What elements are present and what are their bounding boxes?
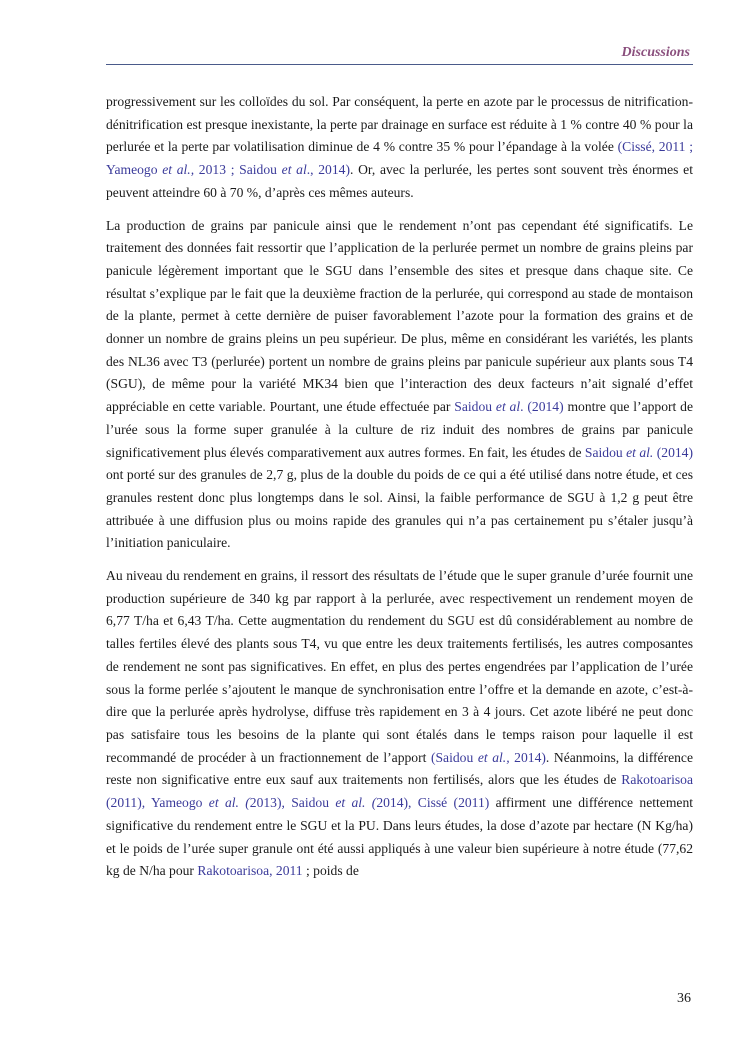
text-run: Au niveau du rendement en grains, il ressort des résultats de l’étude que le super granule d’urée fournit une production supérieure de 340 kg par rapport à la perlurée, avec respectivement un rendement moyen de 6,77 T/ha et 6,43 T/ha. Cette augmentation du rendement du SGU est dû considérablement au nombre de talles fertiles élevé des plants sous T4, vu que entre les deux traitements fertilisés, les autres composantes de rendement ne sont pas significatives. En effet, en plus des pertes engendrées par l’application de l’urée sous la forme perlée s’ajoutent le manque de synchronisation entre l’offre et la demande en azote, c’est-à-dire que la perlurée après hydrolyse, diffuse très rapidement en 3 à 4 jours. Cet azote libéré ne peut donc pas satisfaire tous les besoins de la plante qui sont étalés dans le temps raison pour laquelle il est recommandé de procéder à un fractionnement de l’apport: [106, 568, 693, 765]
citation: (Saidou: [430, 749, 478, 765]
page-number: 36: [677, 991, 691, 1006]
text-run: . Or, avec la perlurée, les pertes sont souvent très énormes et peuvent atteindre 60 à 70 %, d’après ces mêmes auteurs.: [106, 162, 693, 200]
citation: et al.,: [477, 749, 510, 765]
citation: Saidou: [454, 399, 496, 415]
paragraph: [106, 565, 693, 883]
paragraph: [106, 91, 693, 205]
citation: et al.: [626, 444, 654, 460]
text-run: ; poids de: [302, 863, 359, 879]
citation: Rakotoarisoa (2011), Yameogo: [106, 772, 693, 811]
text-run: affirment une différence nettement significative du rendement entre le SGU et la PU. Dans leurs études, la dose d’azote par hectare (N Kg/ha) et le poids de l’urée super granule ont été aussi appliqués à une valeur bien supérieure à notre étude (77,62 kg de N/ha pour: [106, 795, 694, 879]
citation: et al.,: [162, 162, 195, 178]
body-text: [106, 91, 693, 893]
text-run: . Néanmoins, la différence reste non significative entre eux sauf aux traitements non fertilisés, alors que les études de: [106, 749, 693, 788]
citation: 2013), Saidou: [249, 795, 336, 811]
text-run: montre que l’apport de l’urée sous la forme super granulée à la culture de riz induit des nombres de grains par panicule significativement plus élevés comparativement aux autres formes. En fait, les études de: [106, 399, 693, 460]
text-run: ont porté sur des granules de 2,7 g, plus de la double du poids de ce qui a été utilisé dans notre étude, et ces granules restent donc plus longtemps dans le sol. Ainsi, la faible performance de SGU à 1,2 g peut être attribuée à une diffusion plus ou moins rapide des granules qui n’a pas certainement pu s’étaler jusqu’à l’initiation paniculaire.: [106, 467, 693, 551]
citation: (Cissé, 2011 ; Yameogo: [106, 139, 693, 178]
citation: 2013 ; Saidou: [194, 162, 282, 178]
text-run: progressivement sur les colloïdes du sol. Par conséquent, la perte en azote par le processus de nitrification-dénitrification est presque inexistante, la perte par drainage en surface est réduite à 1 % contre 40 % pour la perlurée et la perte par volatilisation diminue de 4 % contre 35 % pour l’épandage à la volée: [106, 94, 693, 155]
citation: 2014), Cissé (2011): [376, 795, 490, 811]
citation: Rakotoarisoa, 2011: [197, 863, 303, 879]
citation: et al: [495, 399, 521, 415]
citation: . (2014): [520, 399, 564, 415]
citation: Saidou: [584, 444, 627, 460]
paragraph: [106, 215, 693, 556]
page-header: [106, 44, 693, 65]
citation: et al. (: [208, 795, 250, 811]
text-run: La production de grains par panicule ainsi que le rendement n’ont pas cependant été significatifs. Le traitement des données fait ressortir que l’application de la perlurée permet un nombre de grains pleins par panicule légèrement important que le SGU dans l’ensemble des sites et presque dans chaque site. Ce résultat s’explique par le fait que la deuxième fraction de la perlurée, qui correspond au stade de montaison de la plante, permet à cette dernière de puiser favorablement l’azote pour la formation des grains et de donner un nombre de grains pleins un peu supérieur. De plus, même en considérant les variétés, les plants des NL36 avec T3 (perlurée) portent un nombre de grains pleins par panicule supérieur aux plants sous T4 (SGU), de même pour la variété MK34 bien que l’interaction des deux facteurs n’ait signalé d’effet appréciable en cette variable. Pourtant, une étude effectuée par: [106, 217, 693, 415]
citation: et al: [281, 162, 307, 178]
citation: ., 2014): [306, 162, 350, 178]
citation: et al. (: [335, 795, 377, 811]
citation: (2014): [653, 444, 693, 460]
citation: 2014): [509, 749, 546, 765]
section-title: Discussions: [621, 45, 690, 60]
